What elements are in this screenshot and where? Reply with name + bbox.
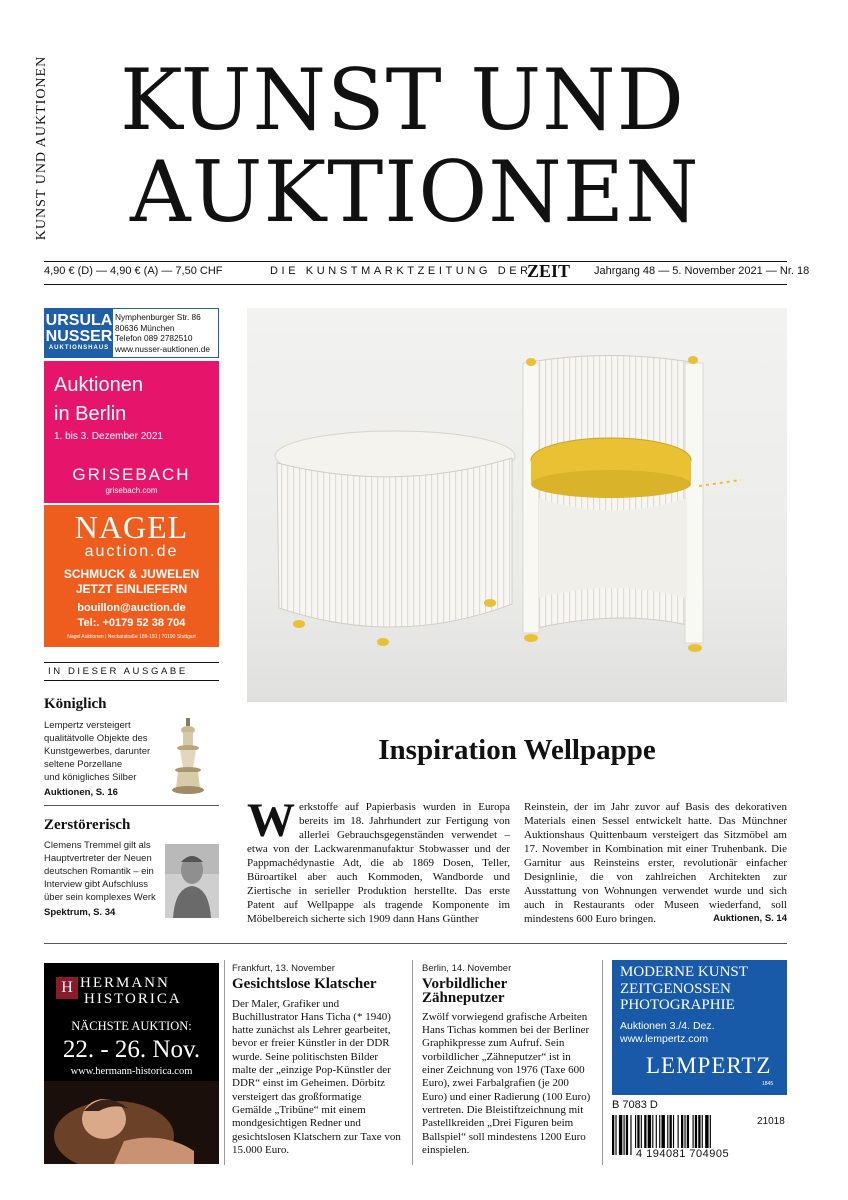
nagel-slogan-line1: SCHMUCK & JUWELEN: [63, 567, 200, 581]
lempertz-line2: ZEITGENOSSEN: [620, 980, 731, 997]
teaser-line: und königliches Silber: [44, 772, 137, 783]
lempertz-line1: MODERNE KUNST: [620, 964, 748, 980]
nusser-city: 80636 München: [115, 322, 175, 333]
painting-detail-image: [44, 1081, 219, 1164]
news-location: Berlin, 14. November: [422, 963, 512, 974]
news-body: Der Maler, Grafiker und Buchillustrator Hans Ticha (* 1940) hatte zunächst als Lehrer gearbeitet, bevor er freier Künstler in der DDR wurde. Seine politischsten Bilder malte der „einzige Pop-Künstler der DDR“ einst im Geheimen. Dörbitz versteigert das großformatige Gemälde „Tribüne“ mit einem mondgesichtigen Redner und gesichtslosen Klatschern zur Taxe von 15.000 Euro.: [232, 997, 401, 1156]
barcode-number: 4 194081 704905: [636, 1148, 730, 1160]
nagel-footer: Nagel Auktionen | Neckarstraße 189-191 | 70190 Stuttgart: [67, 634, 196, 640]
grisebach-headline: [54, 371, 143, 429]
teaser-line: Lempertz versteigert: [44, 720, 131, 731]
ad-grisebach[interactable]: [44, 361, 219, 503]
hermann-next-auction: NÄCHSTE AUKTION:: [71, 1019, 192, 1033]
grisebach-name: GRISEBACH: [72, 465, 191, 484]
nagel-email: bouillon@auction.de: [77, 602, 186, 614]
tagline: DIE KUNSTMARKTZEITUNG DER: [270, 265, 532, 277]
hermann-line2: HISTORICA: [84, 991, 182, 1007]
lempertz-headline: [620, 964, 748, 1014]
nusser-logo: [45, 309, 113, 357]
lempertz-name: LEMPERTZ: [646, 1053, 772, 1078]
teaser-body-koeniglich: [44, 719, 159, 784]
side-masthead-label: KUNST UND AUKTIONEN: [34, 55, 49, 240]
ad-nusser[interactable]: [44, 308, 219, 358]
barcode-bar: [615, 1115, 616, 1155]
teaser-line: qualitätvolle Objekte des: [44, 733, 148, 744]
news-location: Frankfurt, 13. November: [232, 963, 335, 974]
teaser-line: Kunstgewerbes, darunter: [44, 746, 151, 757]
lead-text-1: erkstoffe auf Papierbasis wurden in Europa bereits im 18. Jahrhundert zur Fertigung von allerlei Gebrauchsgegenständen verwendet – etwa von der Lackwarenmanufaktur Stobwasser und der Pappmachédynastie Adt, die ab 1869 Dosen, Teller, Büroartikel aber auch Kommoden, Wandborde und Ziertische in serieller Produktion herstellte. Das erste Patent auf Wellpappe als tragende Komponente im Möbelbereich sicherte sich 1909 dann Hans Günther: [247, 801, 510, 925]
barcode-bar: [626, 1115, 628, 1155]
nagel-slogan: [44, 567, 219, 597]
price-line: 4,90 € (D) — 4,90 € (A) — 7,50 CHF: [44, 265, 223, 277]
teaser-ref-koeniglich[interactable]: Auktionen, S. 16: [44, 787, 118, 798]
barcode-bar: [612, 1115, 614, 1155]
ad-hermann-historica[interactable]: [44, 963, 219, 1164]
grisebach-headline-line1: Auktionen: [54, 374, 143, 396]
teaser-line: deutschen Romantik – ein: [44, 866, 154, 877]
grisebach-dates: 1. bis 3. Dezember 2021: [54, 431, 163, 442]
masthead-rule-bottom: [44, 284, 787, 285]
teaser-body-zerstoererisch: [44, 839, 162, 904]
chair-bench-illustration: [247, 308, 787, 702]
nusser-street: Nymphenburger Str. 86: [115, 312, 201, 322]
issue-rule-top: [44, 662, 219, 663]
news-item-berlin: [422, 962, 592, 1157]
hermann-line1: HERMANN: [80, 975, 170, 991]
grisebach-web: grisebach.com: [105, 486, 158, 495]
column-divider: [602, 960, 603, 1165]
portrait-photo: [165, 844, 219, 918]
lead-text-2: Reinstein, der im Jahr zuvor auf Basis des dekorativen Materials einen Sessel entwickelt hatte. Das Münchner Auktionshaus Quittenbaum versteigert das Sitzmöbel am 17. November in Kombination mit einer Truhenbank. Die Garnitur aus Reinsteins erster, revolutionär einfacher Designlinie, die von zahlreichen Architekten zur Ausstattung von Wohnungen verwendet wurde und sich auch in Restaurants oder Museen wiederfand, soll mindestens 600 Euro bringen.: [524, 801, 787, 925]
lead-headline[interactable]: Inspiration Wellpappe: [378, 734, 656, 766]
hermann-url: www.hermann-historica.com: [70, 1066, 193, 1077]
lempertz-url: www.lempertz.com: [620, 1033, 709, 1045]
nagel-slogan-line2: JETZT EINLIEFERN: [75, 582, 188, 596]
nagel-name: NAGEL: [74, 509, 189, 545]
hermann-logo: H: [56, 977, 78, 999]
lead-column-2: [524, 800, 787, 926]
nagel-domain: auction.de: [84, 543, 179, 560]
nusser-phone: Telefon 089 2782510: [115, 333, 193, 343]
teaser-line: seltene Porzellane: [44, 759, 123, 770]
teaser-line: über sein komplexes Werk: [44, 892, 156, 903]
nusser-logo-line2: NUSSER: [45, 328, 113, 345]
issue-rule-bottom: [44, 680, 219, 681]
issue-info: Jahrgang 48 — 5. November 2021 — Nr. 18: [594, 265, 810, 277]
nagel-phone: Tel:. +0179 52 38 704: [77, 617, 186, 629]
grisebach-headline-line2: in Berlin: [54, 403, 127, 425]
teaser-line: Clemens Tremmel gilt als: [44, 840, 151, 851]
nusser-logo-line3: AUKTIONSHAUS: [48, 345, 110, 351]
lead-column-1: [247, 794, 510, 926]
masthead-title-line1: KUNST UND: [120, 51, 685, 149]
column-divider: [224, 960, 225, 1165]
hermann-dates: 22. - 26. Nov.: [62, 1036, 201, 1063]
nusser-address: [115, 312, 210, 354]
section-rule: [44, 943, 787, 944]
lempertz-year: 1845: [762, 1081, 774, 1087]
main-photo-chair-bench: [247, 308, 787, 702]
silver-vessel-image: [166, 716, 210, 798]
teaser-line: Hauptvertreter der Neuen: [44, 853, 152, 864]
barcode-bar: [630, 1115, 631, 1155]
nusser-logo-line1: URSULA: [45, 312, 113, 329]
lead-ref[interactable]: Auktionen, S. 14: [713, 913, 787, 924]
ad-nagel[interactable]: [44, 505, 219, 647]
teaser-separator: [44, 805, 219, 806]
teaser-line: Interview gibt Aufschluss: [44, 879, 149, 890]
news-headline[interactable]: Vorbildlicher Zähneputzer: [422, 976, 508, 1006]
nagel-contact: [44, 601, 219, 631]
barcode-bar: [619, 1115, 622, 1155]
barcode-bar: [624, 1115, 625, 1155]
masthead-rule-top: [44, 261, 787, 262]
news-body: Zwölf vorwiegend grafische Arbeiten Hans Tichas kommen bei der Berliner Graphikpresse zum Aufruf. Sein vorbildlicher „Zähneputzer“ ist in einer Zeichnung von 1976 (Taxe 600 Euro), zwei Farbalgrafien (je 200 Euro) und einer Radierung (100 Euro) vertreten. Die Bleistiftzeichnung mit Pastellkreiden „Drei Figuren beim Ballspiel“ soll mindestens 1200 Euro einspielen.: [422, 1010, 591, 1156]
news-headline[interactable]: Gesichtslose Klatscher: [232, 976, 377, 993]
nusser-web: www.nusser-auktionen.de: [115, 343, 211, 354]
lempertz-line3: PHOTOGRAPHIE: [620, 997, 735, 1013]
teaser-ref-zerstoererisch[interactable]: Spektrum, S. 34: [44, 907, 116, 918]
ad-lempertz[interactable]: [612, 960, 787, 1095]
teaser-title-koeniglich[interactable]: Königlich: [44, 696, 107, 712]
zeit-logo: ZEIT: [527, 261, 571, 281]
column-divider: [412, 960, 413, 1165]
lempertz-info: [620, 1020, 715, 1046]
lempertz-auctions: Auktionen 3./4. Dez.: [620, 1020, 715, 1032]
issue-label: IN DIESER AUSGABE: [48, 666, 188, 677]
masthead-title-line2: AUKTIONEN: [130, 143, 700, 241]
barcode-code: B 7083 D: [612, 1099, 658, 1111]
news-item-frankfurt: [232, 962, 402, 1157]
teaser-title-zerstoererisch[interactable]: Zerstörerisch: [44, 817, 131, 833]
dropcap: W: [247, 794, 295, 847]
barcode-issue: 21018: [757, 1116, 785, 1127]
